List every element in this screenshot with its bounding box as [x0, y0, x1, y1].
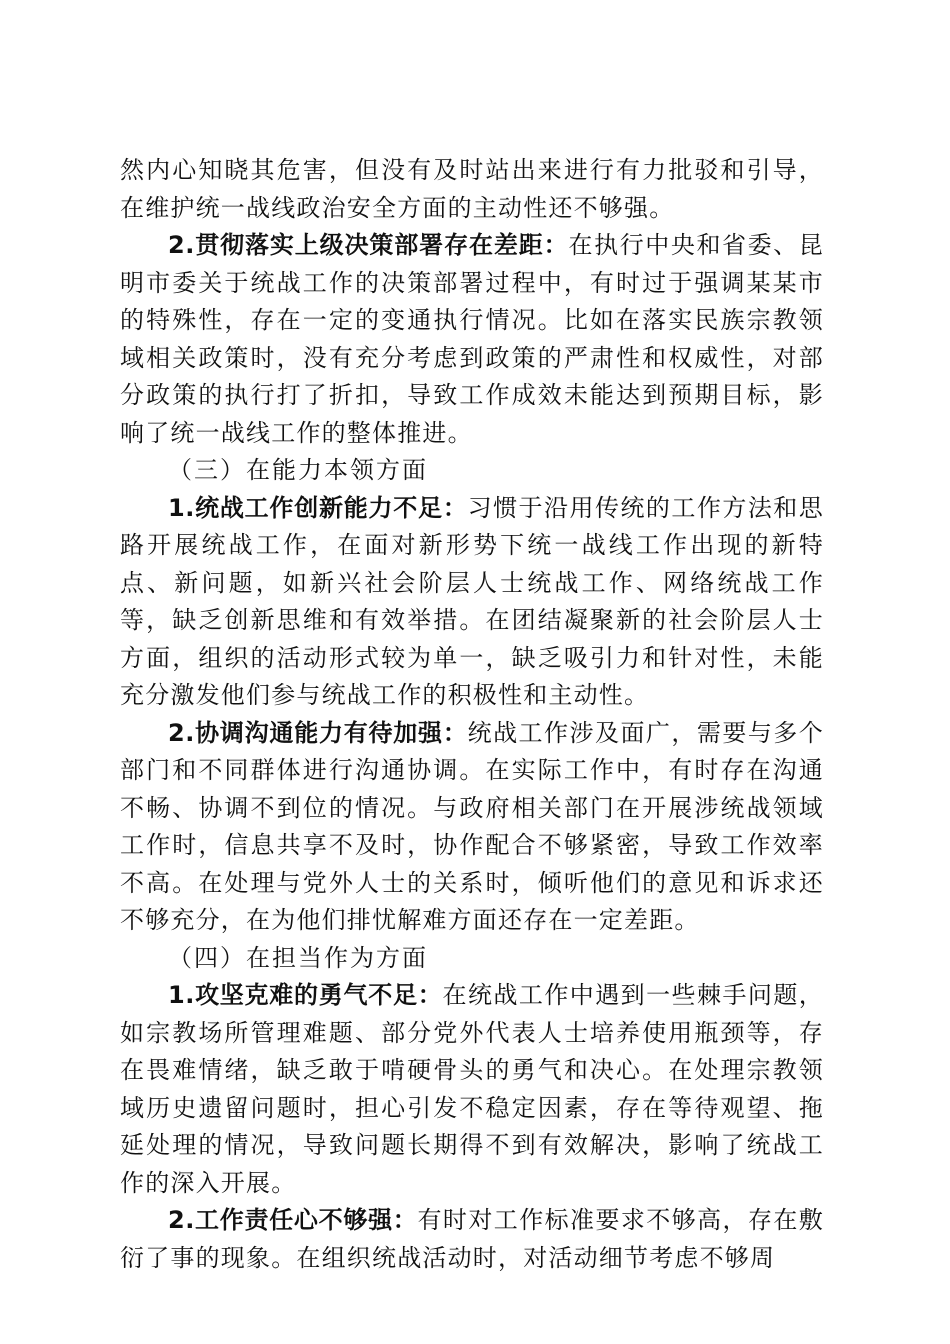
section-heading-ability: （三）在能力本领方面: [168, 456, 428, 484]
paragraph-text: 有时对工作标准要求不够高，存在敷衍了事的现象。在组织统战活动时，对活动细节考虑不够周: [120, 1206, 824, 1272]
paragraph-lead: 1.统战工作创新能力不足：: [168, 493, 468, 522]
paragraph-responsibility: [120, 1202, 824, 1277]
document-body: [120, 152, 824, 1277]
paragraph-coordination: [120, 715, 824, 940]
paragraph-lead: 2.贯彻落实上级决策部署存在差距：: [168, 231, 569, 259]
continued-paragraph: [120, 152, 824, 227]
paragraph-lead: 2.协调沟通能力有待加强：: [168, 718, 468, 747]
paragraph-decision-gap: [120, 227, 824, 452]
paragraph-text: 习惯于沿用传统的工作方法和思路开展统战工作，在面对新形势下统一战线工作出现的新特点、新问题，如新兴社会阶层人士统战工作、网络统战工作等，缺乏创新思维和有效举措。在团结凝聚新的社会阶层人士方面，组织的活动形式较为单一，缺乏吸引力和针对性，未能充分激发他们参与统战工作的积极性和主动性。: [120, 493, 824, 709]
paragraph-courage: [120, 977, 824, 1202]
section-heading-responsibility: （四）在担当作为方面: [168, 943, 428, 972]
paragraph-text: 在执行中央和省委、昆明市委关于统战工作的决策部署过程中，有时过于强调某某市的特殊性，存在一定的变通执行情况。比如在落实民族宗教领域相关政策时，没有充分考虑到政策的严肃性和权威性，对部分政策的执行打了折扣，导致工作成效未能达到预期目标，影响了统一战线工作的整体推进。: [120, 231, 824, 447]
paragraph-lead: 2.工作责任心不够强：: [168, 1206, 418, 1234]
paragraph-innovation: [120, 490, 824, 715]
paragraph-text: 然内心知晓其危害，但没有及时站出来进行有力批驳和引导，在维护统一战线政治安全方面的主动性还不够强。: [120, 156, 824, 222]
paragraph-text: 统战工作涉及面广，需要与多个部门和不同群体进行沟通协调。在实际工作中，有时存在沟通不畅、协调不到位的情况。与政府相关部门在开展涉统战领域工作时，信息共享不及时，协作配合不够紧密，导致工作效率不高。在处理与党外人士的关系时，倾听他们的意见和诉求还不够充分，在为他们排忧解难方面还存在一定差距。: [120, 718, 824, 934]
paragraph-lead: 1.攻坚克难的勇气不足：: [168, 981, 443, 1009]
paragraph-text: 在统战工作中遇到一些棘手问题，如宗教场所管理难题、部分党外代表人士培养使用瓶颈等，存在畏难情绪，缺乏敢于啃硬骨头的勇气和决心。在处理宗教领域历史遗留问题时，担心引发不稳定因素，存在等待观望、拖延处理的情况，导致问题长期得不到有效解决，影响了统战工作的深入开展。: [120, 981, 824, 1197]
